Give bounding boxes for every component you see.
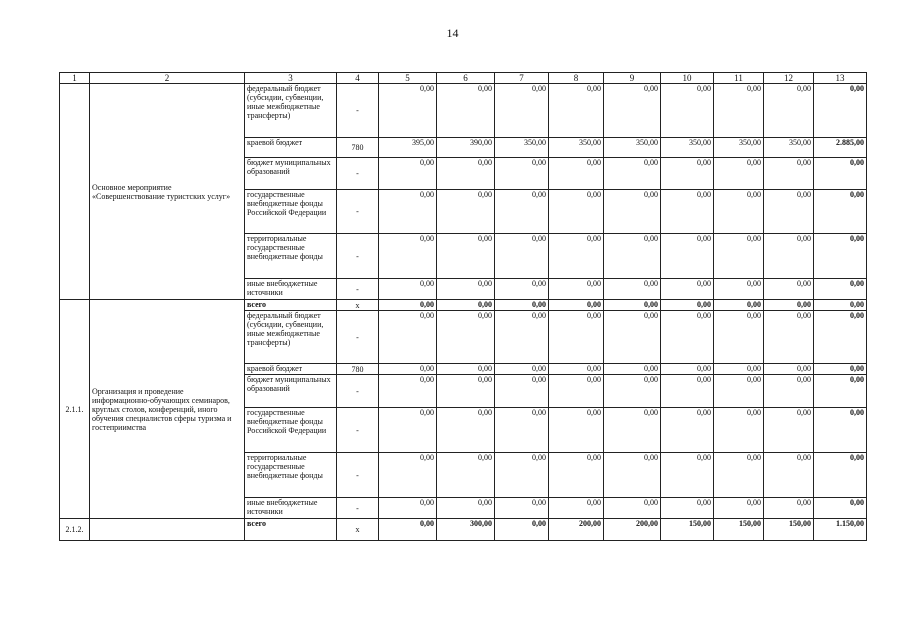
- budget-code: -: [337, 234, 379, 279]
- year-value: 0,00: [714, 453, 764, 498]
- year-value: 200,00: [604, 519, 661, 541]
- year-value: 0,00: [604, 375, 661, 408]
- year-value: 350,00: [604, 138, 661, 158]
- total-value: 2.885,00: [814, 138, 867, 158]
- year-value: 0,00: [495, 311, 549, 364]
- funding-source: государственные внебюджетные фонды Российской Федерации: [245, 408, 337, 453]
- year-value: 0,00: [379, 158, 437, 190]
- budget-code: -: [337, 279, 379, 300]
- year-value: 0,00: [604, 84, 661, 138]
- funding-source: иные внебюджетные источники: [245, 279, 337, 300]
- year-value: 0,00: [764, 311, 814, 364]
- year-value: 0,00: [379, 311, 437, 364]
- year-value: 0,00: [495, 364, 549, 375]
- total-value: 0,00: [814, 190, 867, 234]
- budget-code: х: [337, 300, 379, 311]
- total-value: 0,00: [814, 364, 867, 375]
- column-header: 10: [661, 73, 714, 84]
- year-value: 0,00: [714, 158, 764, 190]
- column-header: 6: [437, 73, 495, 84]
- year-value: 0,00: [495, 498, 549, 519]
- column-header: 5: [379, 73, 437, 84]
- year-value: 0,00: [661, 158, 714, 190]
- funding-source: краевой бюджет: [245, 364, 337, 375]
- year-value: 0,00: [549, 364, 604, 375]
- budget-code: -: [337, 311, 379, 364]
- year-value: 0,00: [604, 364, 661, 375]
- funding-source: всего: [245, 519, 337, 541]
- year-value: 0,00: [604, 190, 661, 234]
- year-value: 0,00: [379, 375, 437, 408]
- year-value: 0,00: [495, 279, 549, 300]
- year-value: 0,00: [661, 375, 714, 408]
- year-value: 0,00: [604, 279, 661, 300]
- year-value: 150,00: [661, 519, 714, 541]
- year-value: 0,00: [661, 300, 714, 311]
- year-value: 0,00: [495, 375, 549, 408]
- year-value: 0,00: [437, 311, 495, 364]
- year-value: 0,00: [437, 375, 495, 408]
- column-header: 3: [245, 73, 337, 84]
- total-value: 0,00: [814, 408, 867, 453]
- total-value: 0,00: [814, 375, 867, 408]
- year-value: 0,00: [714, 408, 764, 453]
- year-value: 0,00: [604, 234, 661, 279]
- year-value: 0,00: [714, 190, 764, 234]
- year-value: 350,00: [661, 138, 714, 158]
- year-value: 0,00: [437, 234, 495, 279]
- item-description: [90, 519, 245, 541]
- total-value: 0,00: [814, 234, 867, 279]
- budget-code: -: [337, 453, 379, 498]
- funding-source: федеральный бюджет (субсидии, субвенции, иные межбюджетные трансферты): [245, 84, 337, 138]
- total-value: 0,00: [814, 279, 867, 300]
- year-value: 0,00: [714, 375, 764, 408]
- year-value: 0,00: [661, 453, 714, 498]
- year-value: 0,00: [549, 375, 604, 408]
- year-value: 0,00: [379, 364, 437, 375]
- table-row: [60, 519, 867, 541]
- item-index: 2.1.2.: [60, 519, 90, 541]
- year-value: 0,00: [764, 364, 814, 375]
- table-row: [60, 84, 867, 138]
- year-value: 0,00: [437, 84, 495, 138]
- budget-code: 780: [337, 138, 379, 158]
- total-value: 0,00: [814, 84, 867, 138]
- year-value: 0,00: [764, 453, 814, 498]
- year-value: 350,00: [764, 138, 814, 158]
- year-value: 0,00: [549, 84, 604, 138]
- year-value: 0,00: [764, 158, 814, 190]
- column-header: 12: [764, 73, 814, 84]
- funding-source: государственные внебюджетные фонды Российской Федерации: [245, 190, 337, 234]
- year-value: 0,00: [437, 279, 495, 300]
- column-header: 2: [90, 73, 245, 84]
- page-number: 14: [446, 26, 459, 40]
- budget-code: -: [337, 84, 379, 138]
- year-value: 0,00: [379, 234, 437, 279]
- year-value: 0,00: [764, 84, 814, 138]
- funding-source: федеральный бюджет (субсидии, субвенции, иные межбюджетные трансферты): [245, 311, 337, 364]
- column-numbers-row: [60, 73, 867, 84]
- year-value: 350,00: [714, 138, 764, 158]
- budget-table-body: [60, 73, 867, 541]
- year-value: 0,00: [661, 498, 714, 519]
- year-value: 350,00: [495, 138, 549, 158]
- year-value: 150,00: [714, 519, 764, 541]
- year-value: 0,00: [714, 498, 764, 519]
- year-value: 0,00: [437, 190, 495, 234]
- total-value: 0,00: [814, 300, 867, 311]
- funding-source: бюджет муниципальных образований: [245, 375, 337, 408]
- funding-source: бюджет муниципальных образований: [245, 158, 337, 190]
- year-value: 0,00: [764, 279, 814, 300]
- year-value: 0,00: [549, 234, 604, 279]
- total-value: 0,00: [814, 453, 867, 498]
- year-value: 0,00: [604, 408, 661, 453]
- year-value: 0,00: [495, 408, 549, 453]
- year-value: 390,00: [437, 138, 495, 158]
- year-value: 0,00: [379, 519, 437, 541]
- year-value: 0,00: [714, 300, 764, 311]
- year-value: 0,00: [379, 279, 437, 300]
- item-index: [60, 84, 90, 300]
- year-value: 0,00: [495, 190, 549, 234]
- year-value: 0,00: [495, 519, 549, 541]
- total-value: 1.150,00: [814, 519, 867, 541]
- year-value: 0,00: [549, 190, 604, 234]
- budget-code: х: [337, 519, 379, 541]
- year-value: 0,00: [437, 498, 495, 519]
- budget-code: -: [337, 498, 379, 519]
- year-value: 0,00: [549, 300, 604, 311]
- year-value: 150,00: [764, 519, 814, 541]
- year-value: 300,00: [437, 519, 495, 541]
- funding-source: территориальные государственные внебюджетные фонды: [245, 453, 337, 498]
- year-value: 0,00: [437, 453, 495, 498]
- column-header: 9: [604, 73, 661, 84]
- year-value: 0,00: [495, 300, 549, 311]
- budget-code: -: [337, 375, 379, 408]
- year-value: 0,00: [604, 158, 661, 190]
- budget-code: -: [337, 158, 379, 190]
- budget-table: [59, 72, 867, 541]
- total-value: 0,00: [814, 158, 867, 190]
- year-value: 0,00: [764, 234, 814, 279]
- column-header: 8: [549, 73, 604, 84]
- column-header: 7: [495, 73, 549, 84]
- year-value: 0,00: [604, 300, 661, 311]
- budget-code: -: [337, 408, 379, 453]
- year-value: 0,00: [549, 311, 604, 364]
- item-description: Основное мероприятие «Совершенствование туристских услуг»: [90, 84, 245, 300]
- year-value: 0,00: [661, 84, 714, 138]
- year-value: 0,00: [495, 84, 549, 138]
- column-header: 4: [337, 73, 379, 84]
- year-value: 0,00: [379, 84, 437, 138]
- year-value: 0,00: [661, 234, 714, 279]
- year-value: 0,00: [764, 190, 814, 234]
- year-value: 0,00: [437, 364, 495, 375]
- year-value: 0,00: [764, 300, 814, 311]
- total-value: 0,00: [814, 498, 867, 519]
- year-value: 0,00: [714, 234, 764, 279]
- item-index: 2.1.1.: [60, 300, 90, 519]
- year-value: 0,00: [714, 364, 764, 375]
- year-value: 0,00: [764, 498, 814, 519]
- year-value: 0,00: [661, 279, 714, 300]
- year-value: 0,00: [379, 498, 437, 519]
- table-row: [60, 300, 867, 311]
- year-value: 0,00: [604, 311, 661, 364]
- year-value: 200,00: [549, 519, 604, 541]
- year-value: 0,00: [379, 300, 437, 311]
- year-value: 0,00: [495, 234, 549, 279]
- budget-code: -: [337, 190, 379, 234]
- year-value: 0,00: [495, 453, 549, 498]
- funding-source: всего: [245, 300, 337, 311]
- year-value: 0,00: [437, 408, 495, 453]
- year-value: 0,00: [437, 158, 495, 190]
- year-value: 0,00: [437, 300, 495, 311]
- funding-source: иные внебюджетные источники: [245, 498, 337, 519]
- year-value: 0,00: [549, 498, 604, 519]
- year-value: 0,00: [661, 311, 714, 364]
- year-value: 0,00: [764, 375, 814, 408]
- year-value: 0,00: [714, 311, 764, 364]
- year-value: 395,00: [379, 138, 437, 158]
- year-value: 350,00: [549, 138, 604, 158]
- year-value: 0,00: [661, 408, 714, 453]
- year-value: 0,00: [714, 279, 764, 300]
- budget-code: 780: [337, 364, 379, 375]
- year-value: 0,00: [714, 84, 764, 138]
- column-header: 1: [60, 73, 90, 84]
- funding-source: краевой бюджет: [245, 138, 337, 158]
- column-header: 11: [714, 73, 764, 84]
- year-value: 0,00: [549, 408, 604, 453]
- year-value: 0,00: [379, 453, 437, 498]
- column-header: 13: [814, 73, 867, 84]
- item-description: Организация и проведение информационно-обучающих семинаров, круглых столов, конференций, иного обучения специалистов сферы туризма и гостеприимства: [90, 300, 245, 519]
- year-value: 0,00: [604, 453, 661, 498]
- year-value: 0,00: [764, 408, 814, 453]
- year-value: 0,00: [549, 158, 604, 190]
- total-value: 0,00: [814, 311, 867, 364]
- year-value: 0,00: [661, 190, 714, 234]
- year-value: 0,00: [549, 453, 604, 498]
- year-value: 0,00: [549, 279, 604, 300]
- year-value: 0,00: [495, 158, 549, 190]
- year-value: 0,00: [379, 190, 437, 234]
- funding-source: территориальные государственные внебюджетные фонды: [245, 234, 337, 279]
- year-value: 0,00: [604, 498, 661, 519]
- year-value: 0,00: [661, 364, 714, 375]
- year-value: 0,00: [379, 408, 437, 453]
